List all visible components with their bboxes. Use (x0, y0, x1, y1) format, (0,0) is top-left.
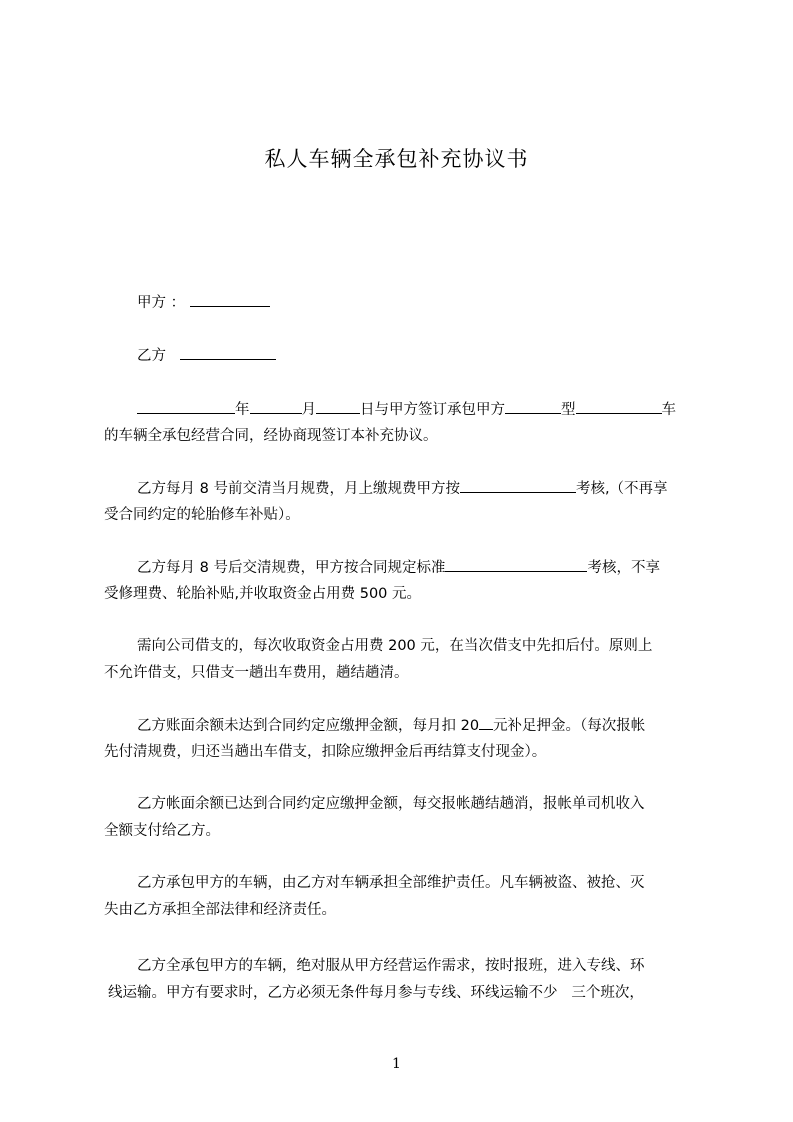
clause-7-line-1: 乙方承包甲方的车辆，由乙方对车辆承担全部维护责任。凡车辆被盗、被抢、灭 (137, 875, 645, 891)
model-label: 型 (561, 402, 576, 418)
deposit-amount-field[interactable] (479, 716, 493, 730)
clause-3-text: 乙方每月 8 号后交清规费，甲方按合同规定标准 (137, 560, 446, 576)
month-label: 月 (301, 402, 316, 418)
clause-4-line-2: 不允许借支，只借支一趟出车费用，趟结趟清。 (104, 665, 409, 681)
clause-6-line-2: 全额支付给乙方。 (104, 823, 220, 839)
year-label: 年 (235, 402, 250, 418)
clause-3-line-1 (137, 558, 660, 577)
clause-3-text-end: 考核，不享 (587, 560, 660, 576)
clause-4-line-1: 需向公司借支的，每次收取资金占用费 200 元，在当次借支中先扣后付。原则上 (137, 638, 653, 654)
fee-standard-field[interactable] (460, 479, 576, 493)
clause-1-line-1 (137, 400, 676, 419)
clause-7-line-2: 失由乙方承担全部法律和经济责任。 (104, 902, 336, 918)
clause-2-line-1 (137, 479, 668, 498)
clause-3-line-2: 受修理费、轮胎补贴,并收取资金占用费 500 元。 (104, 586, 422, 602)
page-number: 1 (392, 1056, 401, 1072)
clause-5-line-2: 先付清规费，归还当趟出车借支，扣除应缴押金后再结算支付现金）。 (104, 744, 547, 760)
clause-6-line-1: 乙方帐面余额已达到合同约定应缴押金额，每交报帐趟结趟消，报帐单司机收入 (137, 796, 645, 812)
party-a-field[interactable] (190, 293, 270, 307)
clause-8-line-1: 乙方全承包甲方的车辆，绝对服从甲方经营运作需求，按时报班，进入专线、环 (137, 958, 645, 974)
party-a-colon: ： (170, 295, 186, 311)
vehicle-model-field[interactable] (505, 400, 561, 414)
clause-1-text: 日与甲方签订承包甲方 (360, 402, 505, 418)
clause-2-text-end: 考核,（不再享 (575, 481, 668, 497)
clause-5-text-end: 元补足押金。（每次报帐 (493, 718, 646, 734)
vehicle-label: 车 (661, 402, 676, 418)
party-a-line (137, 293, 270, 312)
contract-month-field[interactable] (250, 400, 302, 414)
contract-year-field[interactable] (137, 400, 235, 414)
clause-5-line-1 (137, 716, 645, 735)
contract-day-field[interactable] (316, 400, 360, 414)
clause-1-line-2: 的车辆全承包经营合同，经协商现签订本补充协议。 (104, 428, 438, 444)
vehicle-type-field[interactable] (576, 400, 662, 414)
clause-8-line-2: 线运输。甲方有要求时，乙方必须无条件每月参与专线、环线运输不少 三个班次， (108, 985, 644, 1001)
party-a-label: 甲方 (137, 295, 166, 311)
contract-standard-field[interactable] (445, 558, 587, 572)
clause-2-line-2: 受合同约定的轮胎修车补贴）。 (104, 507, 300, 523)
party-b-label: 乙方 (137, 348, 166, 364)
clause-5-text: 乙方账面余额未达到合同约定应缴押金额，每月扣 20 (137, 718, 480, 734)
page-title: 私人车辆全承包补充协议书 (264, 147, 529, 171)
party-b-line (137, 346, 276, 365)
party-b-field[interactable] (180, 346, 276, 360)
clause-2-text: 乙方每月 8 号前交清当月规费，月上缴规费甲方按 (137, 481, 460, 497)
